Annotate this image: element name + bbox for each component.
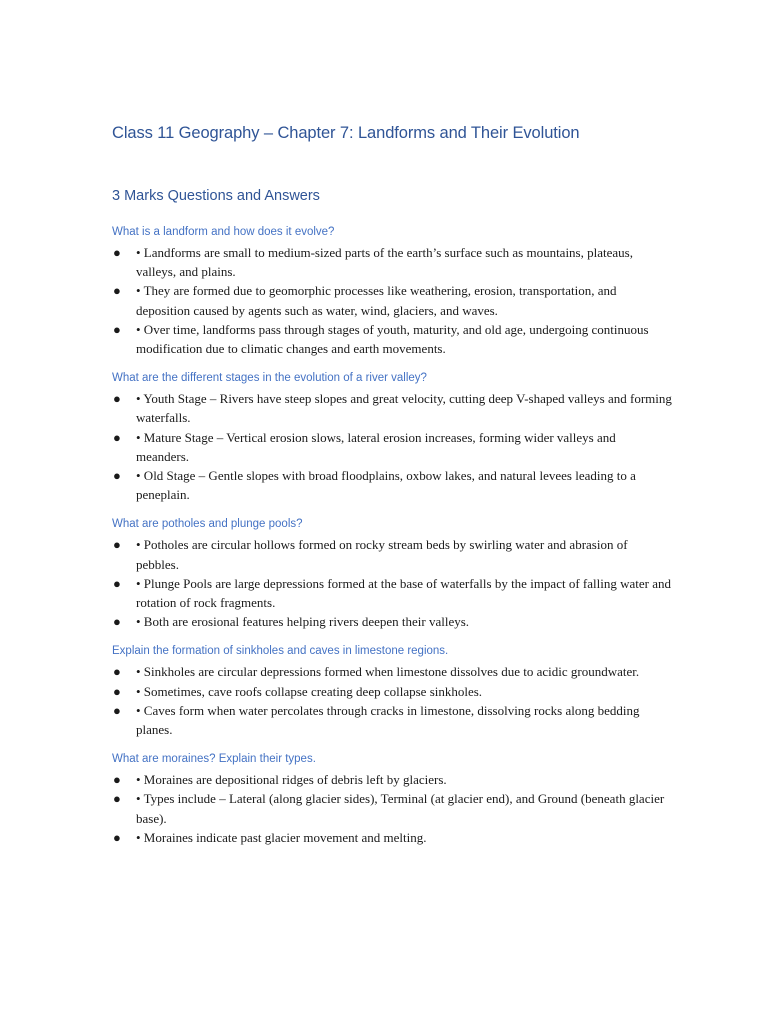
answer-text: • Over time, landforms pass through stages of youth, maturity, and old age, undergoing continuous modification due to climatic changes and earth movements. (136, 321, 649, 357)
bullet-icon: ● (113, 791, 121, 807)
qa-list (112, 224, 672, 859)
qa-block (112, 370, 672, 504)
answer-item (112, 574, 672, 612)
bullet-icon: ● (113, 829, 121, 845)
question-heading: What are potholes and plunge pools? (112, 518, 303, 531)
answer-item (112, 389, 672, 427)
answer-item (112, 535, 672, 573)
answer-item (112, 466, 672, 504)
answer-item (112, 612, 672, 631)
answer-text: • Caves form when water percolates through cracks in limestone, dissolving rocks along bedding planes. (136, 702, 640, 738)
answer-item (112, 701, 672, 739)
qa-block (112, 643, 672, 739)
bullet-icon: ● (113, 772, 121, 788)
answer-text: • Mature Stage – Vertical erosion slows, lateral erosion increases, forming wider valleys and meanders. (136, 429, 616, 464)
question-heading: What are moraines? Explain their types. (112, 753, 316, 766)
qa-block (112, 224, 672, 358)
answer-list (112, 535, 672, 631)
bullet-icon: ● (113, 245, 121, 260)
answer-item (112, 662, 672, 681)
question-heading: What is a landform and how does it evolve? (112, 226, 335, 238)
answer-text: • Old Stage – Gentle slopes with broad floodplains, oxbow lakes, and natural levees leading to a peneplain. (136, 468, 636, 503)
bullet-icon: ● (113, 702, 121, 718)
answer-text: • Youth Stage – Rivers have steep slopes and great velocity, cutting deep V-shaped valleys and forming waterfalls. (136, 391, 672, 426)
bullet-icon: ● (113, 429, 121, 445)
bullet-icon: ● (113, 321, 121, 337)
bullet-icon: ● (113, 391, 121, 407)
answer-text: • Types include – Lateral (along glacier sides), Terminal (at glacier end), and Ground (beneath glacier base). (136, 791, 665, 826)
answer-list (112, 770, 672, 847)
answer-text: • They are formed due to geomorphic processes like weathering, erosion, transportation, and deposition caused by agents such as water, wind, glaciers, and waves. (136, 283, 617, 318)
answer-text: • Sometimes, cave roofs collapse creating deep collapse sinkholes. (136, 683, 483, 699)
bullet-icon: ● (113, 664, 121, 680)
answer-item (112, 281, 672, 319)
answer-text: • Moraines indicate past glacier movement and melting. (136, 829, 427, 845)
answer-item (112, 828, 672, 847)
answer-item (112, 789, 672, 827)
answer-list (112, 243, 672, 358)
bullet-icon: ● (113, 614, 121, 630)
answer-text: • Potholes are circular hollows formed on rocky stream beds by swirling water and abrasion of pebbles. (136, 537, 628, 572)
answer-item (112, 428, 672, 466)
section-heading: 3 Marks Questions and Answers (112, 188, 320, 204)
answer-list (112, 662, 672, 739)
answer-item (112, 682, 672, 701)
question-heading: Explain the formation of sinkholes and caves in limestone regions. (112, 645, 449, 658)
bullet-icon: ● (113, 283, 121, 299)
answer-item (112, 320, 672, 358)
question-heading: What are the different stages in the evolution of a river valley? (112, 372, 427, 385)
answer-text: • Landforms are small to medium-sized parts of the earth’s surface such as mountains, plateaus, valleys, and plains. (136, 245, 633, 280)
qa-block (112, 751, 672, 847)
answer-text: • Sinkholes are circular depressions formed when limestone dissolves due to acidic groundwater. (136, 664, 640, 680)
bullet-icon: ● (113, 575, 121, 591)
bullet-icon: ● (113, 468, 121, 484)
bullet-icon: ● (113, 537, 121, 553)
qa-block (112, 516, 672, 631)
answer-text: • Plunge Pools are large depressions formed at the base of waterfalls by the impact of falling water and rotation of rock fragments. (136, 575, 671, 611)
answer-item (112, 243, 672, 281)
bullet-icon: ● (113, 683, 121, 699)
answer-list (112, 389, 672, 504)
answer-text: • Both are erosional features helping rivers deepen their valleys. (136, 614, 470, 630)
answer-text: • Moraines are depositional ridges of debris left by glaciers. (136, 772, 447, 788)
answer-item (112, 770, 672, 789)
document-title: Class 11 Geography – Chapter 7: Landforms and Their Evolution (112, 124, 580, 142)
